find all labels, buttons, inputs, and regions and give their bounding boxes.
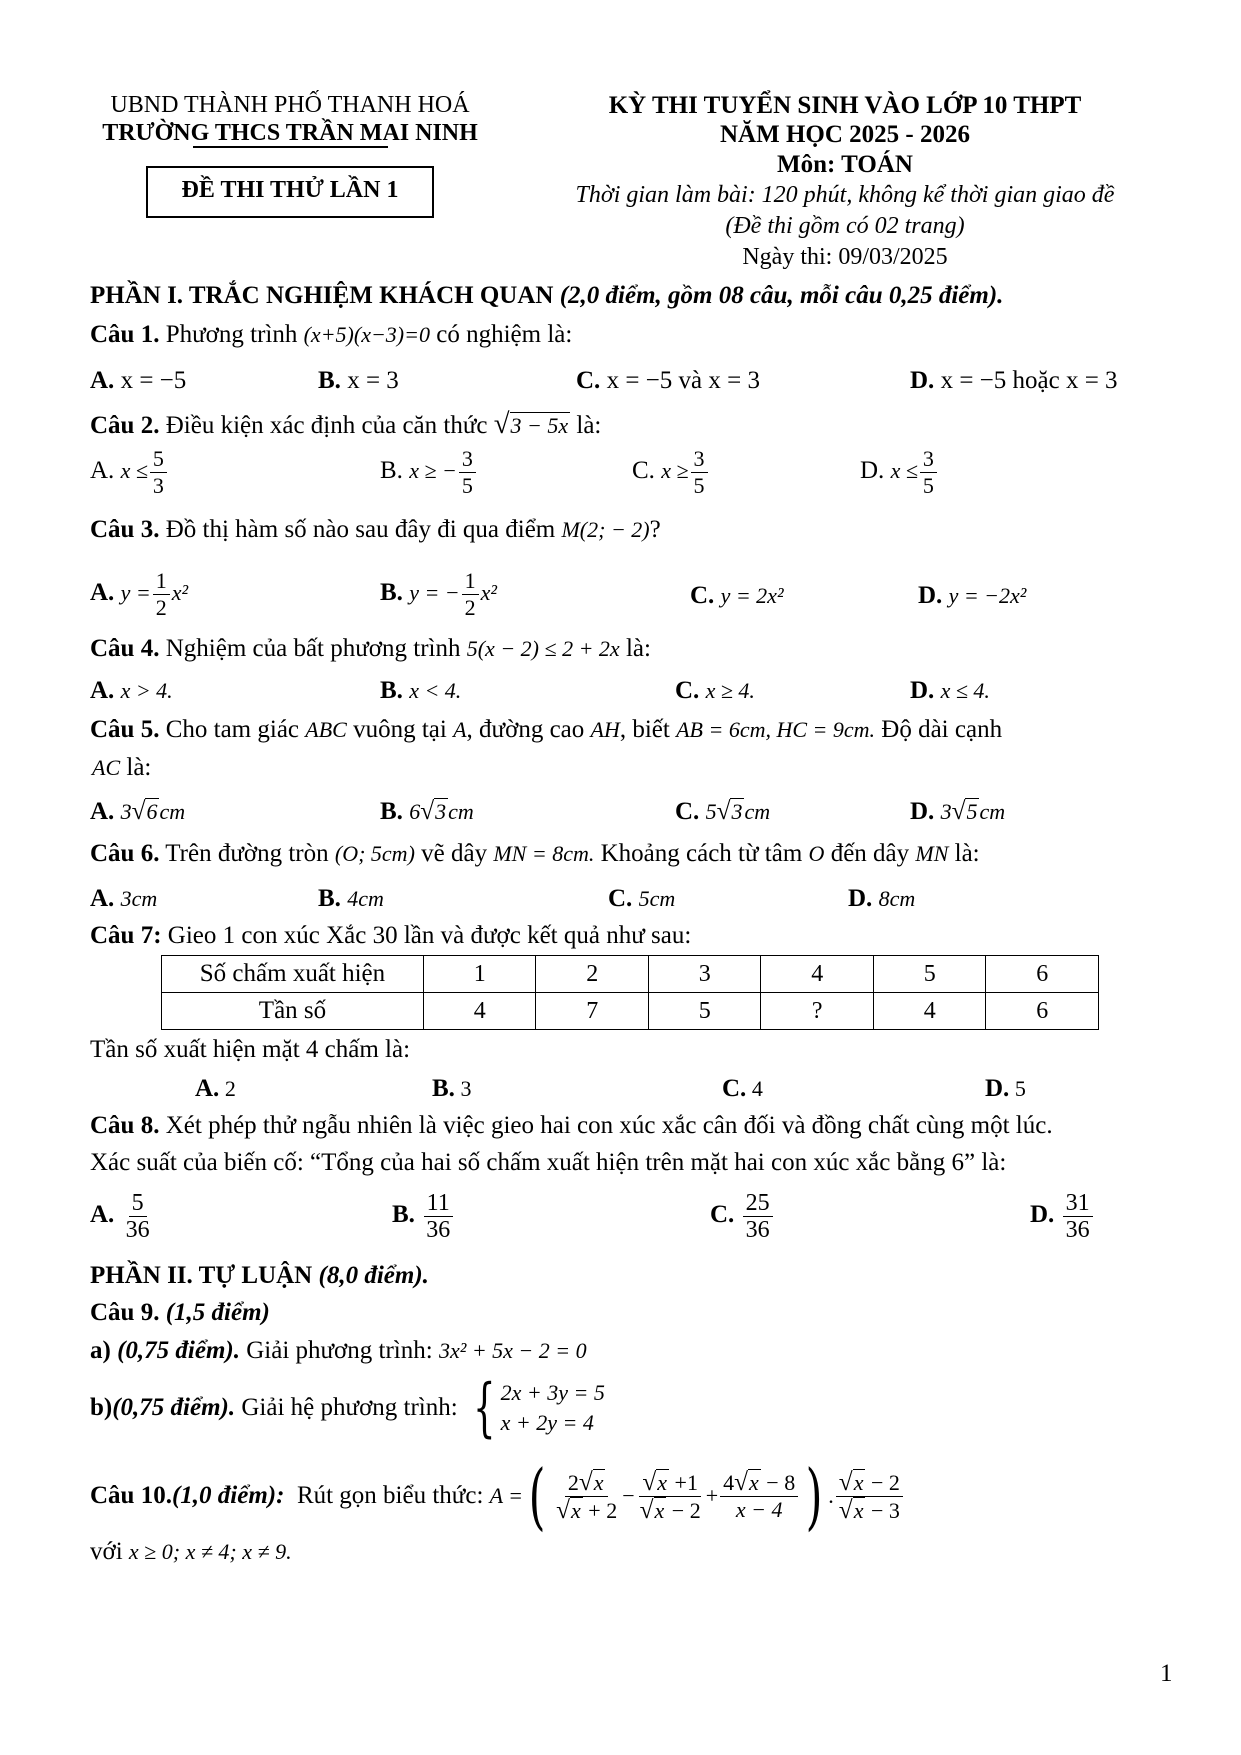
- q1-stem: [90, 321, 572, 349]
- q8-option-a-frac: [123, 1190, 153, 1243]
- q3-text: Đồ thị hàm số nào sau đây đi qua điểm: [159, 516, 562, 543]
- q10-f3-num-radical: √x: [734, 1468, 759, 1496]
- q2-option-b-rel: x ≥ −: [409, 458, 457, 484]
- q6-stem: [90, 840, 980, 868]
- q8-option-a-num: 5: [129, 1190, 147, 1217]
- q6-t3: Khoảng cách từ tâm: [594, 840, 809, 867]
- q10-f3-den: x − 4: [735, 1497, 783, 1522]
- q3-option-b-frac: [462, 568, 479, 621]
- q1-option-c-label: C.: [576, 367, 601, 394]
- exam-title: KỲ THI TUYỂN SINH VÀO LỚP 10 THPT: [608, 92, 1082, 119]
- q7-option-a: [195, 1075, 236, 1103]
- q7-label: Câu 7:: [90, 922, 162, 949]
- q10-f3-num: [720, 1469, 798, 1497]
- q10-f2-den-radical: √x: [639, 1495, 665, 1524]
- q5-option-a-unit: cm: [159, 799, 186, 824]
- q2-option-a-num: 5: [150, 446, 167, 473]
- q7-row1-cell: 4: [761, 956, 874, 993]
- q10-f3-num-rad: x: [749, 1470, 759, 1495]
- q6-circle: (O; 5cm): [334, 841, 415, 866]
- q10-f4-den: [836, 1497, 903, 1524]
- table-row: [162, 956, 1099, 993]
- q3-option-b-pre: y = −: [409, 580, 460, 606]
- q7-row1-cell: 1: [423, 956, 536, 993]
- q10-dot: .: [828, 1483, 834, 1508]
- q8-option-d-frac: [1063, 1190, 1093, 1243]
- q4-tail: là:: [619, 635, 651, 662]
- q5-option-c-radical: √3: [716, 797, 743, 825]
- q8-label: Câu 8.: [90, 1112, 160, 1139]
- q8-stem: [90, 1112, 1053, 1140]
- q10-f2-num: [639, 1469, 701, 1497]
- q5-t3: , đường cao: [466, 716, 591, 743]
- q6-option-d-label: D.: [848, 885, 873, 912]
- q3-stem: [90, 516, 661, 544]
- q8-option-d-den: 36: [1065, 1217, 1090, 1243]
- q9b-system: [464, 1371, 605, 1445]
- q7-frequency-table: [161, 955, 1099, 1030]
- q5-vertex: A: [453, 717, 467, 742]
- q10-left-paren: (: [528, 1454, 546, 1538]
- q5-option-a-label: A.: [90, 798, 115, 825]
- q3-option-c-text: y = 2x²: [720, 583, 784, 608]
- q6-option-a: [90, 885, 157, 913]
- subject: Môn: TOÁN: [777, 151, 913, 178]
- q7-row2-cell: 6: [986, 993, 1099, 1030]
- q5-option-d: [910, 797, 1005, 826]
- q2-stem: [90, 408, 601, 441]
- q2-option-c-num: 3: [691, 446, 708, 473]
- q3-tail: ?: [649, 516, 661, 543]
- q10-f2-den-rad: x: [654, 1497, 665, 1523]
- q8-option-b-label: B.: [392, 1201, 415, 1229]
- q10-f4-den-tail: − 3: [865, 1497, 900, 1523]
- q6-label: Câu 6.: [90, 840, 160, 867]
- q5-option-a-radicand: 6: [146, 799, 158, 824]
- q2-option-c-den: 5: [693, 473, 705, 498]
- q9a-points: (0,75 điểm).: [110, 1337, 240, 1364]
- q10-condition-prefix: với: [90, 1538, 129, 1565]
- q9-label: Câu 9.: [90, 1299, 160, 1326]
- q5-t4: , biết: [619, 716, 677, 743]
- q5-t1: Cho tam giác: [159, 716, 306, 743]
- q2-option-b-label: B.: [380, 457, 403, 485]
- q1-option-b: [318, 367, 399, 395]
- q4-option-a: [90, 677, 173, 705]
- q7-row1-cell: 2: [536, 956, 649, 993]
- q8-option-a-den: 36: [125, 1217, 150, 1243]
- q5-option-b: [380, 797, 474, 826]
- q7-option-a-text: 2: [219, 1076, 236, 1101]
- q4-option-b-text: x < 4.: [409, 678, 462, 703]
- q7-question: Tần số xuất hiện mặt 4 chấm là:: [90, 1036, 411, 1063]
- q2-option-d-label: D.: [860, 457, 885, 485]
- q4-option-c-text: x ≥ 4.: [705, 678, 755, 703]
- q5-altitude: AH: [590, 717, 620, 742]
- q6-center: O: [808, 841, 825, 866]
- q10-f1-den-radical: √x: [556, 1495, 581, 1524]
- q4-option-d-label: D.: [910, 677, 935, 704]
- q3-option-d-label: D.: [918, 582, 943, 609]
- q5-option-d-radical: √5: [951, 797, 978, 825]
- q7-option-c: [722, 1075, 763, 1103]
- part2-heading: [90, 1262, 429, 1290]
- q5-option-b-unit: cm: [448, 799, 474, 824]
- q10-lhs: A =: [489, 1483, 524, 1508]
- q3-option-c-label: C.: [690, 582, 715, 609]
- q2-option-d-frac: [920, 446, 937, 499]
- q8-stem-line2: Xác suất của biến cố: “Tổng của hai số chấm xuất hiện trên mặt hai con xúc xắc bằng 6” là:: [90, 1149, 1007, 1176]
- q5-option-c-label: C.: [675, 798, 700, 825]
- q9-points: (1,5 điểm): [159, 1299, 270, 1326]
- part2-note: (8,0 điểm).: [312, 1262, 429, 1289]
- school-underline: [193, 146, 388, 148]
- page-number: 1: [1160, 1660, 1173, 1687]
- q7-stem: [90, 922, 691, 950]
- q6-option-a-text: 3cm: [120, 886, 158, 911]
- q4-option-b: [380, 677, 461, 705]
- q10-f2-den-tail: − 2: [666, 1497, 701, 1523]
- q10-f3-num-tail: − 8: [760, 1470, 796, 1495]
- q2-option-b-num: 3: [459, 446, 476, 473]
- q10-f1-num-rad: x: [593, 1469, 604, 1495]
- q5-t5: Độ dài cạnh: [875, 716, 1003, 743]
- q6-t1: Trên đường tròn: [159, 840, 335, 867]
- q2-option-c-label: C.: [632, 457, 655, 485]
- q7-option-a-label: A.: [195, 1075, 220, 1102]
- part1-note: (2,0 điểm, gồm 08 câu, mỗi câu 0,25 điểm).: [553, 282, 1004, 309]
- q9b: [90, 1371, 605, 1445]
- q3-option-b-den: 2: [464, 595, 476, 620]
- q10-points: (1,0 điểm):: [171, 1482, 285, 1509]
- q8-text: Xét phép thử ngẫu nhiên là việc gieo hai con xúc xắc cân đối và đồng chất cùng một lúc.: [159, 1112, 1053, 1139]
- school-name: TRƯỜNG THCS TRẦN MAI NINH: [102, 120, 478, 146]
- q2-option-b-frac: [459, 446, 476, 499]
- q9b-equation-2: x + 2y = 4: [500, 1410, 594, 1435]
- q5-given: AB = 6cm, HC = 9cm.: [676, 717, 876, 742]
- q3-option-b-num: 1: [462, 568, 479, 595]
- q10-fraction-1: [553, 1469, 620, 1524]
- q7-option-c-text: 4: [746, 1076, 763, 1101]
- q9b-label: b): [90, 1394, 113, 1421]
- q9-heading: [90, 1299, 270, 1327]
- q10-condition-text: x ≥ 0; x ≠ 4; x ≠ 9.: [128, 1539, 292, 1564]
- q3-option-b-post: x²: [480, 580, 498, 606]
- q4-option-d: [910, 677, 990, 705]
- q2-tail: là:: [570, 412, 602, 439]
- q2-option-c-rel: x ≥: [661, 458, 689, 484]
- q10-plus: +: [705, 1483, 719, 1508]
- q2-option-c: [632, 446, 710, 499]
- q5-stem-line2: [92, 754, 151, 782]
- q6-t2: vẽ dây: [414, 840, 494, 867]
- q10-f4-num: [836, 1469, 903, 1497]
- q9a-label: a): [90, 1337, 111, 1364]
- q8-option-c-frac: [743, 1190, 773, 1243]
- q3-option-a-den: 2: [155, 595, 167, 620]
- q9a-text: Giải phương trình:: [239, 1337, 439, 1364]
- q2-option-d: [860, 446, 939, 499]
- q2-radicand: 3 − 5x: [510, 413, 569, 438]
- q2-label: Câu 2.: [90, 412, 160, 439]
- q6-option-b: [318, 885, 384, 913]
- q7-option-d-label: D.: [985, 1075, 1010, 1102]
- q10-fraction-2: [637, 1469, 704, 1524]
- q7-row1-cell: 6: [986, 956, 1099, 993]
- q8-option-c-den: 36: [745, 1217, 770, 1243]
- q3-option-d-text: y = −2x²: [948, 583, 1027, 608]
- q10-f4-num-tail: − 2: [865, 1469, 900, 1495]
- q9a-equation: 3x² + 5x − 2 = 0: [438, 1338, 587, 1363]
- q5-option-b-coef: 6: [409, 799, 421, 824]
- q8-option-c: [710, 1190, 775, 1243]
- q2-option-a-den: 3: [152, 473, 164, 498]
- q6-option-b-label: B.: [318, 885, 341, 912]
- q1-label: Câu 1.: [90, 321, 160, 348]
- q7-option-b: [432, 1075, 471, 1103]
- q10-f1-num: [565, 1469, 609, 1497]
- q10-f1-den-rad: x: [571, 1497, 581, 1523]
- q4-stem: [90, 635, 651, 663]
- q7-row1-header: Số chấm xuất hiện: [162, 956, 424, 993]
- q1-option-a: [90, 367, 186, 395]
- q3-point: M(2; − 2): [561, 517, 650, 542]
- q10-minus: −: [622, 1483, 635, 1508]
- q8-option-d: [1030, 1190, 1095, 1243]
- q7-text: Gieo 1 con xúc Xắc 30 lần và được kết quả như sau:: [161, 922, 692, 949]
- q2-option-b-den: 5: [461, 473, 473, 498]
- q1-option-c: [576, 367, 760, 395]
- q10-f3-num-coef: 4: [723, 1470, 735, 1495]
- q5-option-d-unit: cm: [979, 799, 1006, 824]
- q1-equation: (x+5)(x−3)=0: [303, 322, 430, 347]
- q2-option-a: [90, 446, 169, 499]
- q5-t2: vuông tại: [346, 716, 454, 743]
- q2-option-a-rel: x ≤: [120, 458, 148, 484]
- q8-option-d-label: D.: [1030, 1201, 1055, 1229]
- q4-label: Câu 4.: [90, 635, 160, 662]
- q10-f4-num-radical: √x: [838, 1467, 864, 1496]
- q9b-brace: {: [473, 1371, 496, 1445]
- q10-f4-den-radical: √x: [838, 1495, 864, 1524]
- q5-option-c-radicand: 3: [731, 799, 743, 824]
- q10-condition: [90, 1538, 292, 1566]
- q5-stem: [90, 716, 1002, 744]
- q7-row2-header: Tần số: [162, 993, 424, 1030]
- q4-option-a-text: x > 4.: [120, 678, 173, 703]
- q2-text: Điều kiện xác định của căn thức: [159, 412, 494, 439]
- q8-option-a-label: A.: [90, 1201, 115, 1229]
- q5-option-d-radicand: 5: [966, 799, 978, 824]
- q3-label: Câu 3.: [90, 516, 160, 543]
- q7-option-b-label: B.: [432, 1075, 455, 1102]
- q8-option-b-num: 11: [424, 1190, 453, 1217]
- q4-option-c: [675, 677, 755, 705]
- q8-option-b-den: 36: [426, 1217, 451, 1243]
- q8-option-c-num: 25: [743, 1190, 773, 1217]
- q1-option-a-label: A.: [90, 367, 115, 394]
- exam-date: Ngày thi: 09/03/2025: [742, 244, 948, 270]
- q5-line2-tail: là:: [120, 754, 152, 781]
- q10-f2-num-tail: +1: [669, 1469, 698, 1495]
- q2-option-a-label: A.: [90, 457, 115, 485]
- q6-option-c-label: C.: [608, 885, 633, 912]
- q7-row2-cell: 7: [536, 993, 649, 1030]
- q6-t5: là:: [948, 840, 980, 867]
- q6-chord-name: MN: [915, 841, 949, 866]
- school-year: NĂM HỌC 2025 - 2026: [720, 121, 970, 148]
- q4-option-d-text: x ≤ 4.: [940, 678, 990, 703]
- q5-option-a-radical: √6: [131, 797, 158, 825]
- q3-option-b-label: B.: [380, 579, 403, 607]
- q5-option-b-radical: √3: [420, 797, 447, 825]
- q3-option-a-label: A.: [90, 579, 115, 607]
- q7-option-d-text: 5: [1009, 1076, 1026, 1101]
- q1-option-b-label: B.: [318, 367, 341, 394]
- q10-f2-num-rad: x: [657, 1469, 668, 1495]
- q10-label: Câu 10.: [90, 1482, 172, 1509]
- q3-option-d: [918, 582, 1026, 610]
- q10-f1-den: [553, 1497, 620, 1524]
- q6-option-d: [848, 885, 915, 913]
- q5-line2-var: AC: [92, 755, 121, 780]
- q6-option-a-label: A.: [90, 885, 115, 912]
- q10-fraction-4: [836, 1469, 903, 1524]
- q7-option-b-text: 3: [454, 1076, 472, 1101]
- q7-row1-cell: 3: [648, 956, 761, 993]
- q5-option-a: [90, 797, 185, 826]
- q10-f1-num-coef: 2: [567, 1469, 579, 1495]
- part2-title: PHẦN II. TỰ LUẬN: [90, 1262, 313, 1289]
- authority-name: UBND THÀNH PHỐ THANH HOÁ: [110, 92, 470, 118]
- q1-tail: có nghiệm là:: [429, 321, 573, 348]
- q9a: [90, 1337, 587, 1365]
- q7-row2-cell: ?: [761, 993, 874, 1030]
- q3-option-a-num: 1: [153, 568, 170, 595]
- q6-option-d-text: 8cm: [878, 886, 916, 911]
- q9b-points: (0,75 điểm).: [112, 1394, 236, 1421]
- q4-option-c-label: C.: [675, 677, 700, 704]
- q9b-equation-1: 2x + 3y = 5: [500, 1380, 605, 1405]
- q10-f2-num-radical: √x: [642, 1467, 668, 1496]
- part1-heading: [90, 282, 1003, 310]
- q5-option-d-coef: 3: [940, 799, 952, 824]
- q2-option-d-num: 3: [920, 446, 937, 473]
- q1-option-d: [910, 367, 1118, 395]
- q6-chord: MN = 8cm.: [493, 841, 595, 866]
- q10-right-paren: ): [805, 1454, 823, 1538]
- q3-option-a: [90, 568, 188, 621]
- q7-row2-cell: 4: [873, 993, 986, 1030]
- q4-option-b-label: B.: [380, 677, 403, 704]
- q5-option-b-radicand: 3: [435, 799, 447, 824]
- q1-option-c-text: x = −5 và x = 3: [600, 367, 760, 394]
- q2-option-d-rel: x ≤: [890, 458, 918, 484]
- q6-t4: đến dây: [824, 840, 916, 867]
- duration-note: Thời gian làm bài: 120 phút, không kể thời gian giao đề: [575, 182, 1115, 208]
- q7-row1-cell: 5: [873, 956, 986, 993]
- exam-label: ĐỀ THI THỬ LẦN 1: [181, 177, 399, 203]
- q2-radical: √3 − 5x: [493, 408, 569, 440]
- q5-label: Câu 5.: [90, 716, 160, 743]
- q5-option-b-label: B.: [380, 798, 403, 825]
- q1-option-d-label: D.: [910, 367, 935, 394]
- q5-option-d-label: D.: [910, 798, 935, 825]
- q5-option-c-unit: cm: [744, 799, 771, 824]
- q10-text: Rút gọn biểu thức:: [284, 1482, 490, 1509]
- q6-option-c-text: 5cm: [638, 886, 676, 911]
- q10: [90, 1454, 905, 1538]
- q1-option-b-text: x = 3: [340, 367, 399, 394]
- q2-option-b: [380, 446, 478, 499]
- q5-option-a-coef: 3: [120, 799, 132, 824]
- q8-option-d-num: 31: [1063, 1190, 1093, 1217]
- q4-inequality: 5(x − 2) ≤ 2 + 2x: [466, 636, 620, 661]
- q5-option-c: [675, 797, 770, 826]
- q10-f4-den-rad: x: [853, 1497, 864, 1523]
- q10-f1-num-radical: √x: [578, 1467, 604, 1496]
- q10-f1-den-tail: + 2: [582, 1497, 618, 1523]
- q3-option-a-pre: y =: [120, 580, 151, 606]
- table-row: [162, 993, 1099, 1030]
- q2-option-c-frac: [691, 446, 708, 499]
- q8-option-b-frac: [423, 1190, 453, 1243]
- q4-text: Nghiệm của bất phương trình: [159, 635, 467, 662]
- q8-option-c-label: C.: [710, 1201, 735, 1229]
- q5-option-c-coef: 5: [705, 799, 717, 824]
- q1-text: Phương trình: [159, 321, 304, 348]
- q7-option-d: [985, 1075, 1026, 1103]
- q5-triangle: ABC: [305, 717, 347, 742]
- q2-option-d-den: 5: [922, 473, 934, 498]
- q8-option-b: [392, 1190, 455, 1243]
- q3-option-b: [380, 568, 497, 621]
- q7-row2-cell: 5: [648, 993, 761, 1030]
- q1-option-a-text: x = −5: [114, 367, 187, 394]
- q10-f2-den: [637, 1497, 704, 1524]
- q10-f4-num-rad: x: [853, 1469, 864, 1495]
- q7-row2-cell: 4: [423, 993, 536, 1030]
- q6-option-c: [608, 885, 675, 913]
- q3-option-a-frac: [153, 568, 170, 621]
- q3-option-c: [690, 582, 784, 610]
- q2-option-a-frac: [150, 446, 167, 499]
- q6-option-b-text: 4cm: [347, 886, 384, 911]
- q9b-text: Giải hệ phương trình:: [235, 1394, 464, 1421]
- q3-option-a-post: x²: [171, 580, 189, 606]
- q8-option-a: [90, 1190, 155, 1243]
- page-count-note: (Đề thi gồm có 02 trang): [725, 213, 965, 239]
- q10-fraction-3: [720, 1469, 798, 1523]
- part1-title: PHẦN I. TRẮC NGHIỆM KHÁCH QUAN: [90, 282, 554, 309]
- q7-option-c-label: C.: [722, 1075, 747, 1102]
- q4-option-a-label: A.: [90, 677, 115, 704]
- q1-option-d-text: x = −5 hoặc x = 3: [934, 367, 1118, 394]
